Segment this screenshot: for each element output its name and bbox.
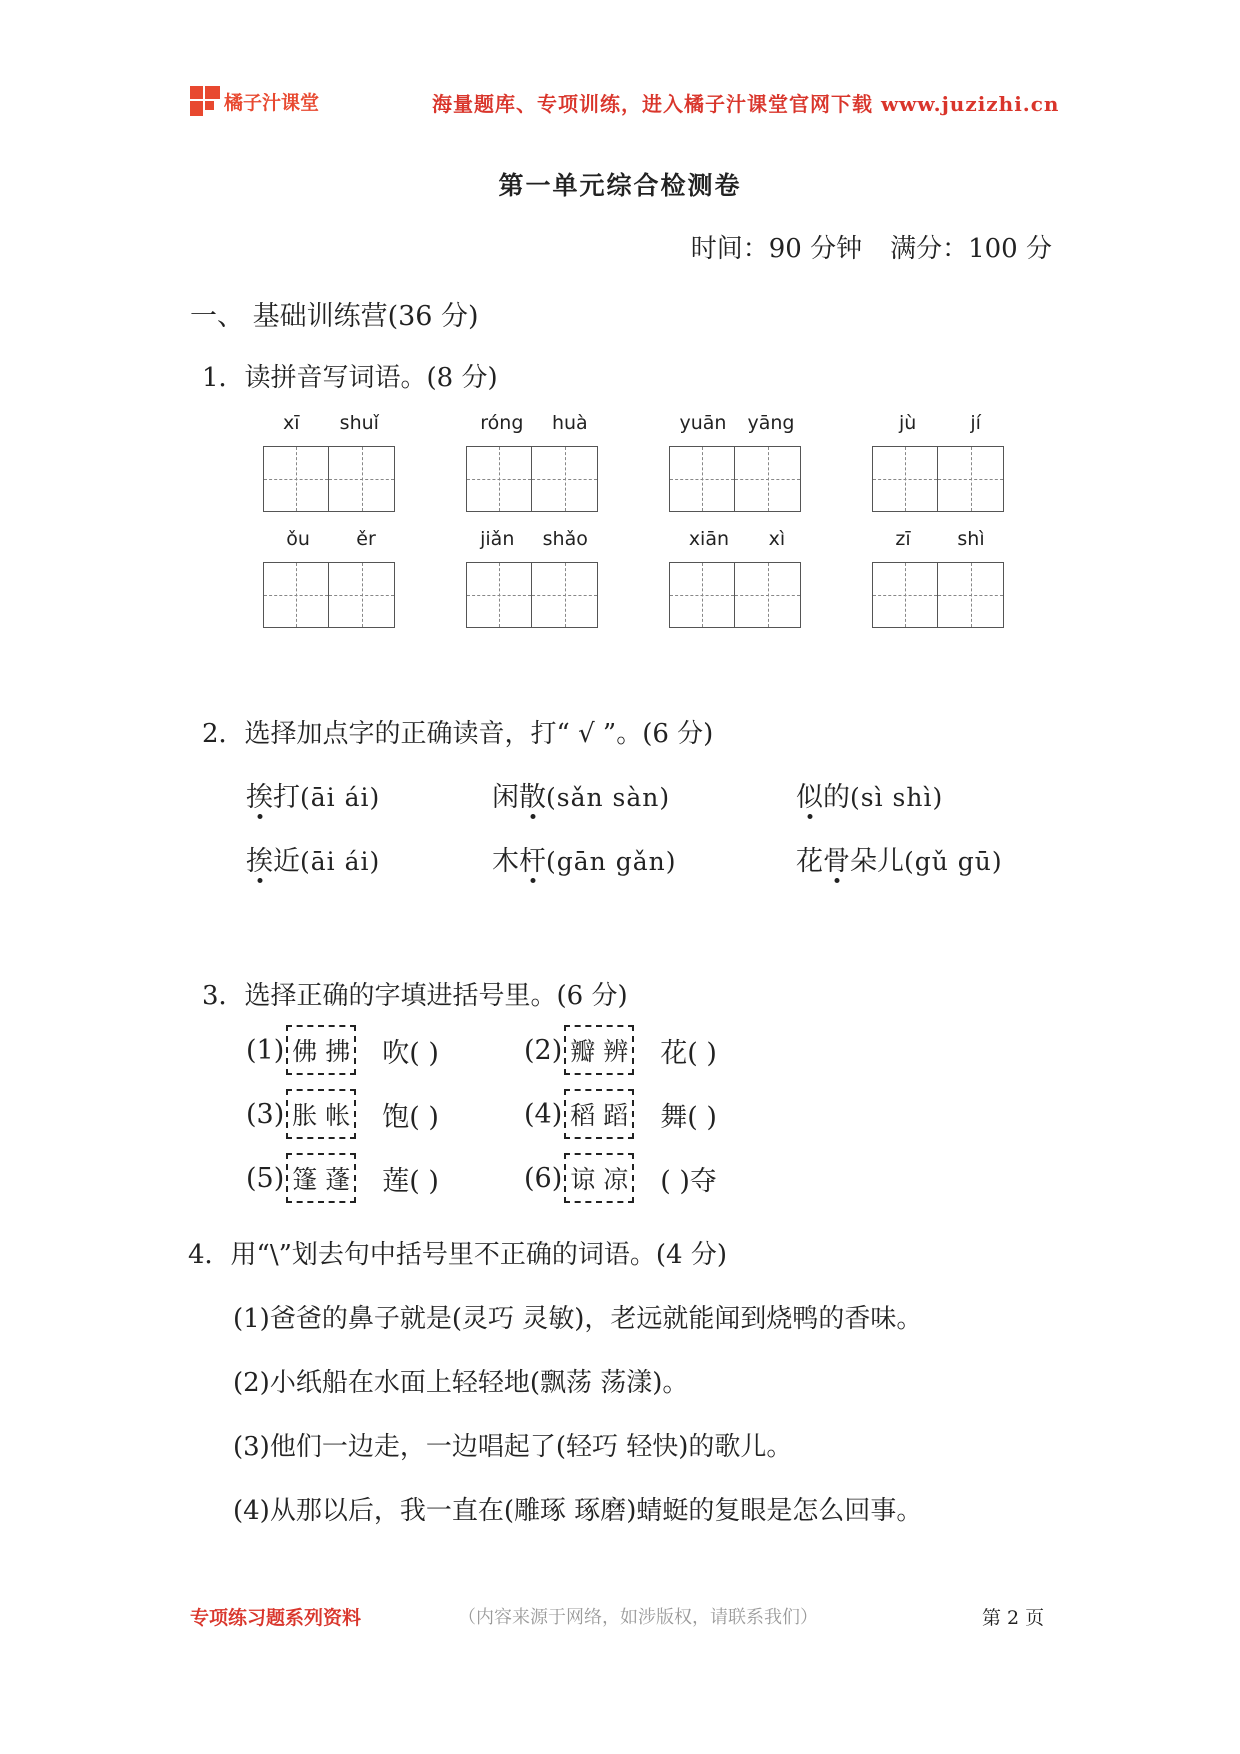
pinyin-label	[466, 412, 602, 440]
choice-item	[524, 1089, 717, 1139]
tianzige-cell[interactable]	[532, 446, 598, 512]
writing-grid[interactable]	[669, 562, 805, 628]
candidate-char[interactable]: 篷	[292, 1165, 318, 1194]
tianzige-cell[interactable]	[735, 446, 801, 512]
reading-item	[492, 839, 676, 878]
candidate-box	[564, 1153, 634, 1203]
fill-blank[interactable]: 莲( )	[382, 1165, 439, 1197]
pinyin-label	[466, 528, 602, 556]
pinyin-item	[669, 412, 805, 512]
candidate-char[interactable]: 瓣	[570, 1037, 596, 1066]
dotted-character: 骨	[823, 846, 850, 877]
pronunciation-options[interactable]: (sǎn sàn)	[546, 783, 671, 812]
candidate-char[interactable]: 拂	[325, 1037, 351, 1066]
pinyin-syllable: jí	[970, 412, 981, 434]
choice-number: (2)	[524, 1034, 563, 1066]
candidate-char[interactable]: 帐	[325, 1101, 351, 1130]
writing-grid[interactable]	[872, 562, 1008, 628]
reading-item	[246, 839, 380, 878]
sentence-item: (2)小纸船在水面上轻轻地(飘荡 荡漾)。	[233, 1368, 689, 1398]
candidate-char[interactable]: 胀	[292, 1101, 318, 1130]
exam-score: 满分：100 分	[890, 234, 1052, 264]
section-heading: 一、 基础训练营(36 分)	[190, 301, 479, 332]
pinyin-syllable: róng	[480, 412, 524, 434]
sentence-item: (1)爸爸的鼻子就是(灵巧 灵敏)，老远就能闻到烧鸭的香味。	[233, 1304, 923, 1334]
choice-item	[524, 1025, 717, 1075]
footer-series-label: 专项练习题系列资料	[190, 1607, 362, 1629]
word-suffix: 朵儿	[850, 846, 904, 877]
pinyin-label	[872, 412, 1008, 440]
pinyin-label	[669, 412, 805, 440]
pinyin-syllable: yuān	[679, 412, 727, 434]
fill-blank[interactable]: ( )夺	[660, 1165, 717, 1197]
fill-blank[interactable]: 花( )	[660, 1037, 717, 1069]
pinyin-syllable: xì	[768, 528, 786, 550]
pinyin-item	[466, 412, 602, 512]
pronunciation-options[interactable]: (gǔ gū)	[904, 847, 1003, 876]
tianzige-cell[interactable]	[938, 446, 1004, 512]
choice-item	[246, 1153, 439, 1203]
pinyin-syllable: jù	[899, 412, 917, 434]
pinyin-item	[872, 412, 1008, 512]
question-3-title: 3．选择正确的字填进括号里。(6 分)	[202, 981, 628, 1011]
pinyin-syllable: shuǐ	[339, 412, 379, 434]
word-suffix: 的	[823, 782, 850, 813]
tianzige-cell[interactable]	[872, 562, 938, 628]
tianzige-cell[interactable]	[532, 562, 598, 628]
fill-blank[interactable]: 舞( )	[660, 1101, 717, 1133]
pinyin-syllable: ǒu	[286, 528, 310, 550]
writing-grid[interactable]	[466, 446, 602, 512]
page-number: 第 2 页	[982, 1607, 1045, 1629]
fill-blank[interactable]: 饱( )	[382, 1101, 439, 1133]
pinyin-item	[669, 528, 805, 628]
reading-item	[796, 775, 943, 814]
word-prefix: 花	[796, 846, 823, 877]
pinyin-syllable: shì	[957, 528, 985, 550]
tianzige-cell[interactable]	[466, 446, 532, 512]
candidate-char[interactable]: 凉	[603, 1165, 629, 1194]
dotted-character: 杆	[519, 846, 546, 877]
sentence-item: (4)从那以后，我一直在(雕琢 琢磨)蜻蜓的复眼是怎么回事。	[233, 1496, 923, 1526]
dotted-character: 散	[519, 782, 546, 813]
candidate-char[interactable]: 谅	[570, 1165, 596, 1194]
pinyin-item	[263, 528, 399, 628]
pronunciation-options[interactable]: (āi ái)	[300, 847, 381, 876]
tianzige-cell[interactable]	[872, 446, 938, 512]
question-4-title: 4．用“\”划去句中括号里不正确的词语。(4 分)	[188, 1240, 727, 1270]
pronunciation-options[interactable]: (gān gǎn)	[546, 847, 677, 876]
pinyin-syllable: zī	[895, 528, 911, 550]
candidate-char[interactable]: 辨	[603, 1037, 629, 1066]
tianzige-cell[interactable]	[263, 446, 329, 512]
reading-item	[246, 775, 380, 814]
choice-item	[246, 1025, 439, 1075]
pinyin-syllable: jiǎn	[480, 528, 515, 550]
pronunciation-options[interactable]: (āi ái)	[300, 783, 381, 812]
pinyin-item	[263, 412, 399, 512]
candidate-box	[286, 1089, 356, 1139]
tianzige-cell[interactable]	[466, 562, 532, 628]
tianzige-cell[interactable]	[735, 562, 801, 628]
choice-number: (4)	[524, 1098, 563, 1130]
logo-mark-icon	[190, 86, 220, 116]
pinyin-label	[263, 412, 399, 440]
pinyin-label	[669, 528, 805, 556]
reading-item	[492, 775, 670, 814]
choice-item	[246, 1089, 439, 1139]
fill-blank[interactable]: 吹( )	[382, 1037, 439, 1069]
candidate-box	[564, 1089, 634, 1139]
tianzige-cell[interactable]	[669, 446, 735, 512]
exam-meta	[691, 228, 1052, 265]
candidate-char[interactable]: 佛	[292, 1037, 318, 1066]
sentence-item: (3)他们一边走，一边唱起了(轻巧 轻快)的歌儿。	[233, 1432, 793, 1462]
writing-grid[interactable]	[669, 446, 805, 512]
word-suffix: 近	[273, 846, 300, 877]
page-title: 第一单元综合检测卷	[498, 171, 742, 200]
pinyin-label	[263, 528, 399, 556]
candidate-char[interactable]: 蹈	[603, 1101, 629, 1130]
question-1-title: 1．读拼音写词语。(8 分)	[202, 363, 498, 393]
pronunciation-options[interactable]: (sì shì)	[850, 783, 944, 812]
choice-item	[524, 1153, 717, 1203]
writing-grid[interactable]	[263, 446, 399, 512]
tianzige-cell[interactable]	[329, 446, 395, 512]
choice-number: (1)	[246, 1034, 285, 1066]
tianzige-cell[interactable]	[329, 562, 395, 628]
dotted-character: 挨	[246, 782, 273, 813]
logo-text: 橘子汁课堂	[224, 91, 320, 114]
pinyin-syllable: ěr	[356, 528, 376, 550]
pinyin-syllable: shǎo	[542, 528, 588, 550]
pinyin-label	[872, 528, 1008, 556]
word-suffix: 打	[273, 782, 300, 813]
footer-copyright-note: （内容来源于网络，如涉版权，请联系我们）	[458, 1607, 818, 1628]
writing-grid[interactable]	[466, 562, 602, 628]
header-slogan: 海量题库、专项训练，进入橘子汁课堂官网下载 www.juzizhi.cn	[432, 92, 1060, 116]
choice-number: (6)	[524, 1162, 563, 1194]
candidate-box	[286, 1153, 356, 1203]
brand-logo	[190, 86, 319, 116]
dotted-character: 挨	[246, 846, 273, 877]
writing-grid[interactable]	[872, 446, 1008, 512]
candidate-char[interactable]: 蓬	[325, 1165, 351, 1194]
writing-grid[interactable]	[263, 562, 399, 628]
pinyin-syllable: xiān	[688, 528, 730, 550]
pinyin-syllable: yāng	[747, 412, 795, 434]
word-prefix: 闲	[492, 782, 519, 813]
dotted-character: 似	[796, 782, 823, 813]
exam-time: 时间：90 分钟	[690, 234, 863, 264]
tianzige-cell[interactable]	[938, 562, 1004, 628]
choice-number: (3)	[246, 1098, 285, 1130]
reading-item	[796, 839, 1003, 878]
candidate-box	[286, 1025, 356, 1075]
tianzige-cell[interactable]	[263, 562, 329, 628]
pinyin-syllable: huà	[551, 412, 588, 434]
pinyin-syllable: xī	[283, 412, 300, 434]
choice-number: (5)	[246, 1162, 285, 1194]
candidate-box	[564, 1025, 634, 1075]
pinyin-item	[872, 528, 1008, 628]
candidate-char[interactable]: 稻	[570, 1101, 596, 1130]
tianzige-cell[interactable]	[669, 562, 735, 628]
word-prefix: 木	[492, 846, 519, 877]
question-2-title: 2．选择加点字的正确读音，打“ √ ”。(6 分)	[202, 719, 714, 749]
pinyin-item	[466, 528, 602, 628]
